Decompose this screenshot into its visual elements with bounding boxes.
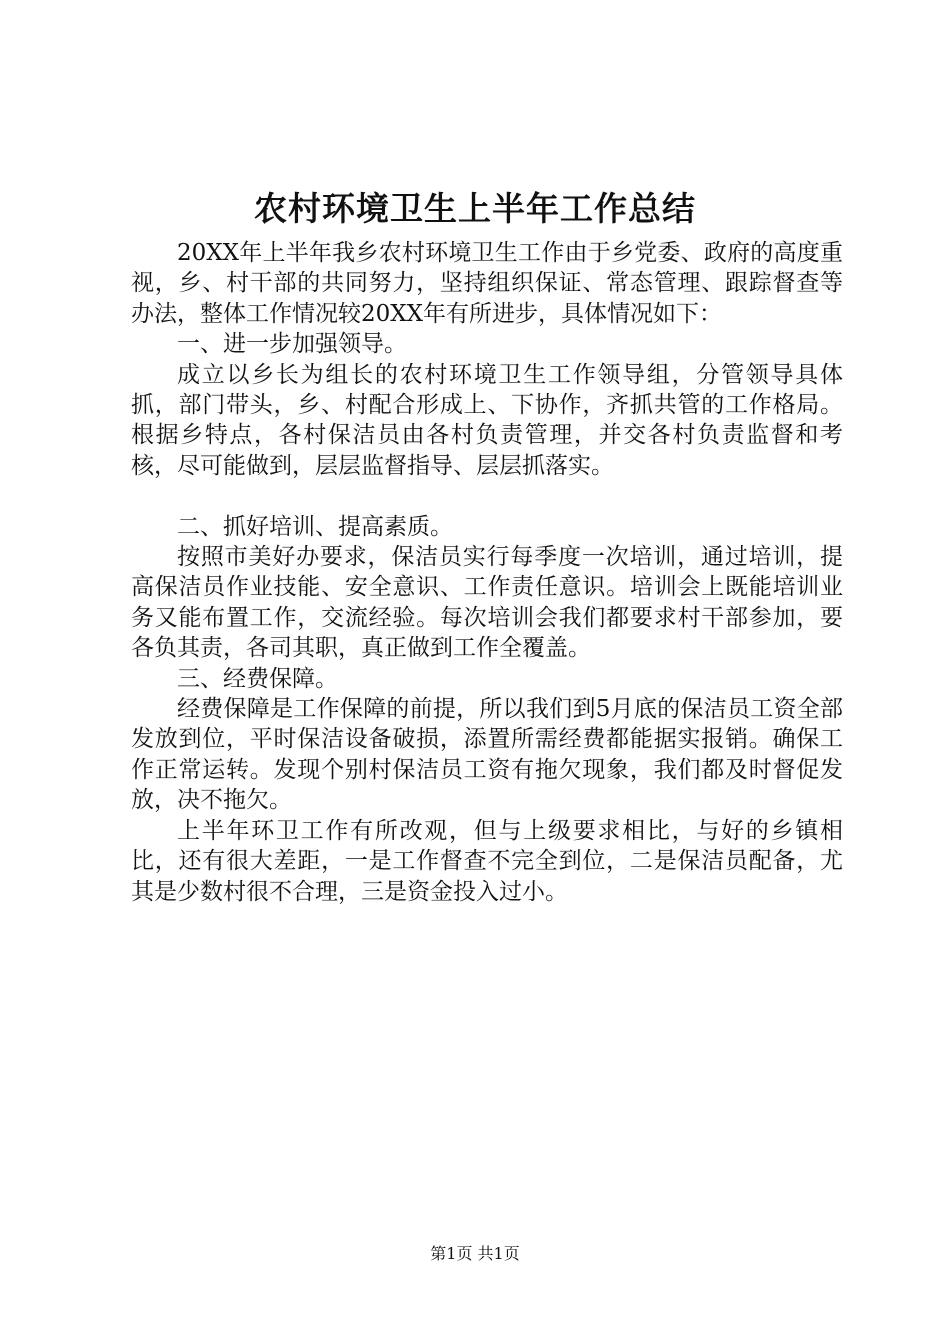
section-2-heading: 二、抓好培训、提高素质。: [177, 513, 453, 540]
section-3-heading: 三、经费保障。: [177, 665, 338, 692]
page-number-footer: 第1页 共1页: [430, 1244, 520, 1263]
conclusion-paragraph: 上半年环卫工作有所改观，但与上级要求相比，与好的乡镇相比，还有很大差距，一是工作督查不完全到位，二是保洁员配备，尤其是少数村很不合理，三是资金投入过小。: [131, 817, 843, 905]
section-1-paragraph: 成立以乡长为组长的农村环境卫生工作领导组，分管领导具体抓，部门带头，乡、村配合形成上、下协作，齐抓共管的工作格局。根据乡特点，各村保洁员由各村负责管理，并交各村负责监督和考核，尽可能做到，层层监督指导、层层抓落实。: [131, 361, 843, 479]
document-body: [131, 238, 843, 907]
section-3-paragraph: 经费保障是工作保障的前提，所以我们到5月底的保洁员工资全部发放到位，平时保洁设备破损，添置所需经费都能据实报销。确保工作正常运转。发现个别村保洁员工资有拖欠现象，我们都及时督促发放，决不拖欠。: [131, 696, 843, 814]
section-2-paragraph: 按照市美好办要求，保洁员实行每季度一次培训，通过培训，提高保洁员作业技能、安全意识、工作责任意识。培训会上既能培训业务又能布置工作，交流经验。每次培训会我们都要求村干部参加，要各负其责，各司其职，真正做到工作全覆盖。: [131, 544, 843, 662]
section-1-heading: 一、进一步加强领导。: [177, 331, 407, 358]
intro-paragraph: 20XX年上半年我乡农村环境卫生工作由于乡党委、政府的高度重视，乡、村干部的共同努力，坚持组织保证、常态管理、跟踪督查等办法，整体工作情况较20XX年有所进步，具体情况如下：: [131, 240, 843, 327]
blank-line: [131, 481, 843, 511]
document-title: 农村环境卫生上半年工作总结: [254, 189, 696, 228]
